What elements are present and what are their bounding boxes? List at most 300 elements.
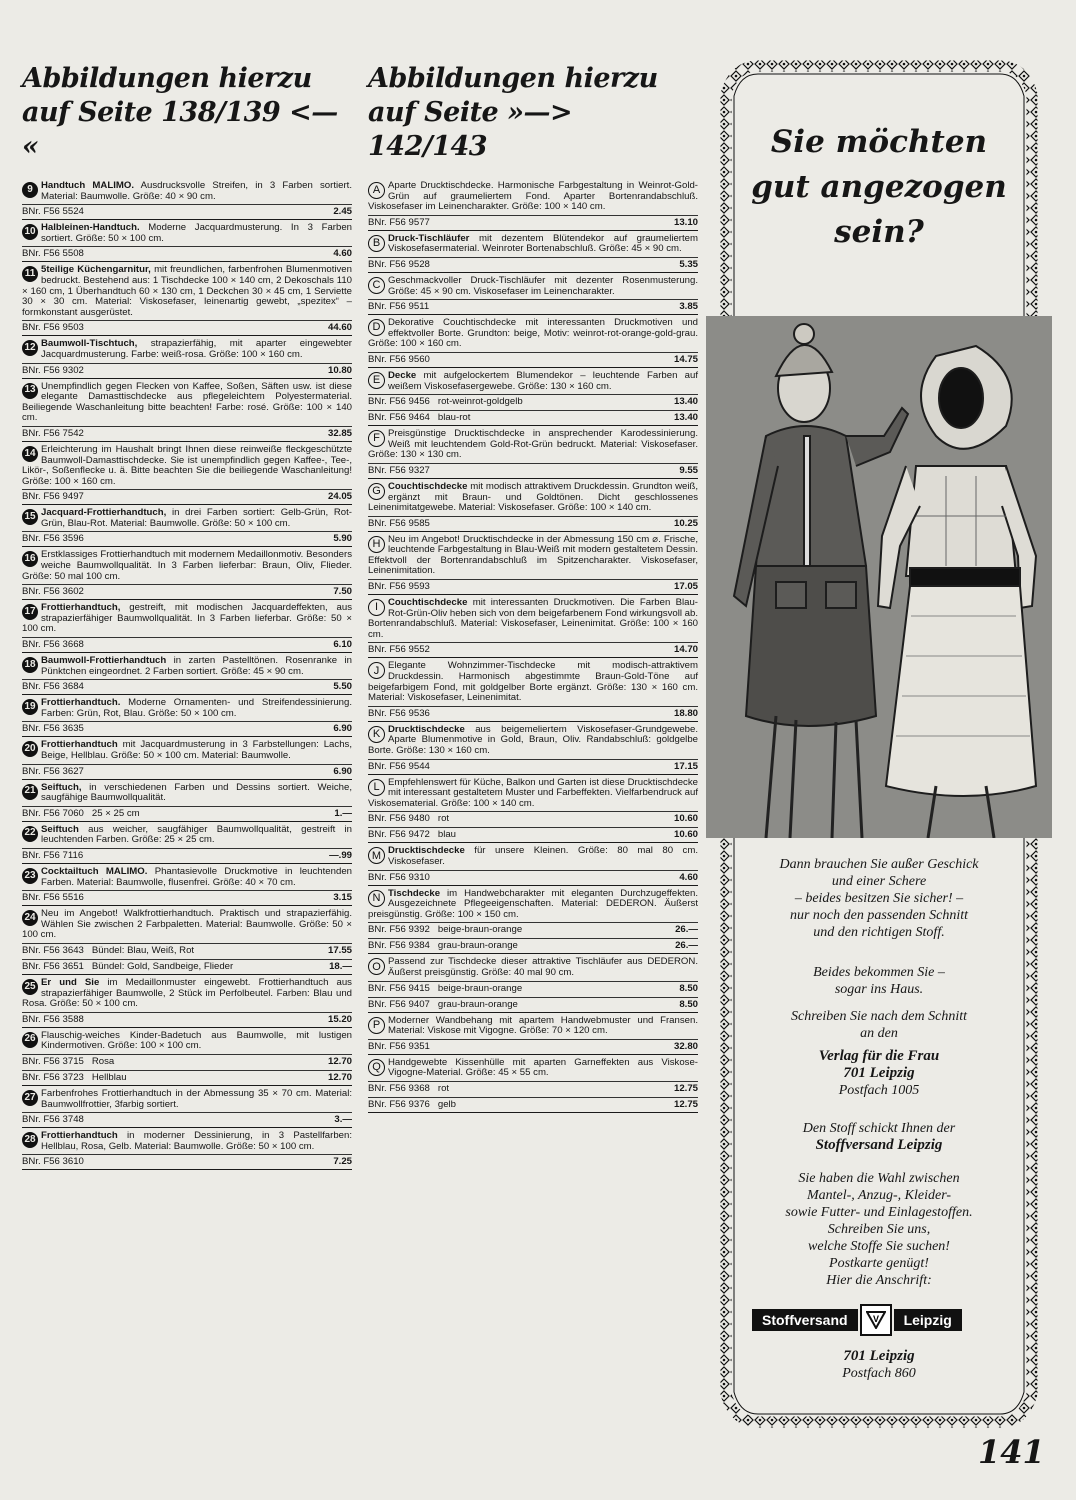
order-number-row (368, 997, 698, 1011)
order-number-row (22, 1054, 352, 1068)
order-number: BNr. F56 5508 (22, 248, 84, 260)
ad-line: Beides bekommen Sie – (813, 965, 945, 980)
item-description (368, 426, 698, 461)
item-marker: 21 (22, 784, 38, 800)
ad-line: sowie Futter- und Einlagestoffen. (785, 1205, 973, 1220)
price: 24.05 (327, 491, 352, 503)
item-text: aus beigemeliertem Viskosefaser-Grundgewebe. Aparte Blumenmotive in Gold, Braun, Oliv. Randabschluß: goldgelbe Borte. Größe: 130 × 160 cm. (368, 723, 698, 756)
price: 10.80 (327, 364, 352, 376)
item-title: Baumwoll-Frottierhandtuch (41, 655, 167, 667)
item-list (22, 178, 352, 1170)
order-number: BNr. F56 9585 (368, 517, 430, 529)
ad-line: Postfach 860 (842, 1366, 916, 1381)
variant: Bündel: Blau, Weiß, Rot (91, 944, 195, 956)
price: 2.45 (333, 206, 352, 218)
item-title: Frottierhandtuch, (41, 602, 121, 614)
item-text: gestreift, mit modischen Jacquardeffekten, aus strapazierfähiger Baumwollqualität. In 3 Farben lieferbar. Größe: 50 × 100 cm. (22, 602, 352, 635)
item-list (368, 178, 698, 1113)
item-marker: 14 (22, 446, 38, 462)
ad-line (734, 1065, 1024, 1082)
order-number-row (22, 246, 352, 260)
item-marker: H (368, 536, 385, 553)
item-title: Er und Sie (41, 976, 100, 988)
order-number-row (368, 981, 698, 995)
price: 17.55 (327, 944, 352, 956)
item-text: Phantasievolle Druckmotive in leuchtenden Farben. Material: Baumwolle, flusenfrei. Größe: 40 × 70 cm. (41, 865, 352, 888)
order-number-row (368, 394, 698, 408)
price: 5.90 (333, 533, 352, 545)
item-marker: J (368, 662, 385, 679)
item-title: Decke (388, 369, 417, 381)
item-description (22, 1028, 352, 1052)
item-title: Tischdecke (388, 887, 441, 899)
price: 32.80 (673, 1040, 698, 1052)
order-number-row (368, 759, 698, 773)
order-number: BNr. F56 3651 (22, 960, 84, 972)
item-text: aus weicher, saugfähiger Baumwollqualität, gestreift in leuchtenden Farben. Größe: 25 × 25 cm. (41, 823, 352, 846)
order-number-row (368, 706, 698, 720)
item-text: Moderne Jacquardmusterung. In 3 Farben sortiert. Größe: 50 × 100 cm. (41, 222, 352, 244)
item-marker: Q (368, 1059, 385, 1076)
item-marker: C (368, 277, 385, 294)
item-description (368, 722, 698, 757)
catalog-item (368, 1013, 698, 1055)
catalog-item (22, 1086, 352, 1128)
order-number: BNr. F56 3635 (22, 723, 84, 735)
item-marker: K (368, 726, 385, 743)
price: 6.90 (333, 723, 352, 735)
order-number: BNr. F56 9384 (368, 940, 430, 952)
order-number: BNr. F56 7116 (22, 849, 84, 861)
variant (84, 638, 333, 651)
price: 44.60 (327, 322, 352, 334)
item-marker: 10 (22, 224, 38, 240)
variant (430, 216, 674, 229)
variant (430, 1040, 674, 1053)
variant (430, 464, 679, 477)
catalog-item (22, 822, 352, 864)
order-number-row (22, 320, 352, 334)
item-description (368, 843, 698, 867)
item-text: Moderner Wandbehang mit apartem Handwebmuster und Fransen. Material: Viskose mit Vigogne. Größe: 70 × 120 cm. (388, 1014, 698, 1037)
item-title: Frottierhandtuch. (41, 697, 121, 709)
price: 1.— (334, 807, 352, 819)
item-description (22, 737, 352, 761)
catalog-item (368, 315, 698, 368)
variant: Bündel: Gold, Sandbeige, Flieder (91, 960, 234, 972)
item-marker: 24 (22, 910, 38, 926)
order-number: BNr. F56 9503 (22, 322, 84, 334)
catalog-item (22, 262, 352, 336)
order-number-row (22, 363, 352, 377)
ad-final-address (734, 1348, 1024, 1382)
order-number-row (22, 943, 352, 957)
item-text: Empfehlenswert für Küche, Balkon und Garten ist diese Drucktischdecke mit interessant gestaltetem Muster und Farbeffekten. Vielfarbendruck auf Viskosematerial. Größe: 100 × 140 cm. (368, 776, 698, 809)
item-description (22, 336, 352, 360)
item-marker: 22 (22, 826, 38, 842)
price: 12.70 (327, 1071, 352, 1083)
variant (84, 722, 333, 735)
order-number-row (22, 1070, 352, 1084)
item-marker: M (368, 847, 385, 864)
ad-line (734, 1048, 1024, 1065)
ad-line: welche Stoffe Sie suchen! (808, 1239, 950, 1254)
ad-headline-line: sein? (834, 214, 924, 250)
item-description (22, 442, 352, 487)
order-number: BNr. F56 3643 (22, 944, 84, 956)
order-number: BNr. F56 3748 (22, 1114, 84, 1126)
item-text: in zarten Pastelltönen. Rosenranke in Pünktchen eingeordnet. 2 Farben sortiert. Größe: 45 × 90 cm. (41, 655, 352, 677)
item-marker: 28 (22, 1132, 38, 1148)
variant (84, 585, 333, 598)
item-description (368, 231, 698, 255)
item-marker: G (368, 483, 385, 500)
price: 4.60 (679, 871, 698, 883)
item-title: Frottierhandtuch (41, 1130, 118, 1142)
item-marker: L (368, 779, 385, 796)
catalog-item (22, 975, 352, 1028)
variant (430, 871, 679, 884)
item-marker: 12 (22, 340, 38, 356)
v-emblem-icon (866, 1311, 886, 1329)
item-marker: 26 (22, 1032, 38, 1048)
ad-line: – beides besitzen Sie sicher! – (794, 891, 964, 906)
variant: 25 × 25 cm (91, 807, 140, 819)
catalog-item (368, 479, 698, 532)
item-title: Drucktischdecke (388, 723, 465, 735)
item-description (368, 775, 698, 810)
order-number: BNr. F56 9351 (368, 1040, 430, 1052)
price: 13.40 (673, 396, 698, 408)
ad-paragraph-4 (734, 1120, 1024, 1154)
item-text: mit Jacquardmusterung in 3 Farbstellungen: Lachs, Beige, Hellblau. Größe: 50 × 100 cm. Material: Baumwolle. (41, 739, 352, 761)
catalog-item (22, 1128, 352, 1170)
item-text: Ausdrucksvolle Streifen, in 3 Farben sortiert. Material: Baumwolle. Größe: 40 × 90 cm. (41, 180, 352, 202)
item-description (368, 595, 698, 640)
item-description (368, 273, 698, 297)
price: 17.05 (673, 581, 698, 593)
variant (83, 849, 329, 862)
column-heading (22, 62, 352, 164)
item-marker: A (368, 182, 385, 199)
column-heading (368, 62, 698, 164)
catalog-item (368, 886, 698, 955)
order-number: BNr. F56 9368 (368, 1082, 430, 1094)
item-description (368, 532, 698, 577)
order-number: BNr. F56 7060 (22, 807, 84, 819)
catalog-item (22, 1028, 352, 1086)
catalog-item (368, 775, 698, 844)
order-number-row (368, 410, 698, 424)
item-title: Halbleinen-Handtuch. (41, 222, 140, 234)
price: 9.55 (679, 464, 698, 476)
item-text: Moderne Ornamenten- und Streifendessinierung. Farben: Grün, Rot, Blau. Größe: 50 × 100 cm. (41, 697, 352, 719)
item-text: mit modisch attraktivem Druckdessin. Grundton weiß, ergänzt mit Braun- und Goldtönen. Dicht geschlossenes Leinenimitatgewebe. Material: Viskosefaser. Größe: 100 × 140 cm. (368, 480, 698, 514)
item-text: mit interessanten Druckmotiven. Die Farben Blau-Rot-Grün-Oliv heben sich von dem beigefarbenem Fond wirkungsvoll ab. Bortenrandabschluß. Material: Viskosefaser, Leinenimitat. Größe: 100 × 160 cm. (368, 597, 698, 640)
order-number-row (368, 811, 698, 825)
ad-line: Hier die Anschrift: (826, 1273, 932, 1288)
order-number: BNr. F56 9511 (368, 301, 430, 313)
order-number-row (22, 637, 352, 651)
catalog-item (22, 906, 352, 975)
item-title: Couchtischdecke (388, 597, 468, 609)
item-marker: 27 (22, 1090, 38, 1106)
variant (429, 300, 679, 313)
item-description (22, 379, 352, 424)
item-description (368, 658, 698, 703)
catalog-item (368, 532, 698, 595)
item-marker: O (368, 958, 385, 975)
item-marker: 13 (22, 383, 38, 399)
order-number: BNr. F56 9536 (368, 707, 430, 719)
ad-line: sogar ins Haus. (834, 982, 924, 997)
catalog-item (22, 442, 352, 505)
variant (84, 680, 333, 693)
ad-paragraph-3 (734, 1008, 1024, 1042)
order-number: BNr. F56 9593 (368, 581, 430, 593)
ad-emph: 701 Leipzig (843, 1065, 915, 1081)
price: 10.60 (673, 813, 698, 825)
catalog-item (22, 336, 352, 378)
order-number-row (22, 1012, 352, 1026)
variant (84, 1013, 328, 1026)
ad-headline (734, 120, 1024, 255)
catalog-item (368, 595, 698, 658)
item-description (368, 1013, 698, 1037)
catalog-column-middle (368, 62, 698, 1113)
order-number-row (22, 426, 352, 440)
catalog-item (368, 178, 698, 231)
stoffversand-logo (752, 1306, 1006, 1334)
ad-line: Den Stoff schickt Ihnen der (802, 1121, 956, 1136)
item-text: für unsere Kleinen. Größe: 80 mal 80 cm. Viskosefaser. (388, 845, 698, 867)
catalog-item (368, 658, 698, 721)
variant (430, 353, 674, 366)
order-number-row (368, 827, 698, 841)
order-number: BNr. F56 3588 (22, 1013, 84, 1025)
price: 15.20 (327, 1013, 352, 1025)
order-number: BNr. F56 3596 (22, 533, 84, 545)
item-marker: I (368, 599, 385, 616)
order-number: BNr. F56 9552 (368, 644, 430, 656)
variant (430, 517, 674, 530)
price: 13.10 (673, 216, 698, 228)
ad-paragraph-5 (734, 1170, 1024, 1289)
item-text: strapazierfähig, mit aparter eingewebter Jacquardmusterung. Farbe: weiß-rosa. Größe: 100 × 160 cm. (41, 338, 352, 360)
variant (84, 1155, 333, 1168)
item-text: in moderner Dessinierung, in 3 Pastellfarben: Hellblau, Rosa, Gelb. Material: Baumwolle. Größe: 50 × 100 cm. (41, 1130, 352, 1152)
item-marker: 25 (22, 979, 38, 995)
variant: rot (437, 1082, 450, 1094)
order-number-row (368, 870, 698, 884)
price: —.99 (329, 849, 352, 861)
price: 26.— (675, 924, 698, 936)
order-number: BNr. F56 5524 (22, 206, 84, 218)
price: 3.85 (679, 301, 698, 313)
item-description (22, 178, 352, 202)
variant (430, 707, 674, 720)
item-description (22, 864, 352, 888)
item-text: im Handwebcharakter mit eleganten Durchzugeffekten. Ausgezeichnete Pflegeeigenschaften. Material: DEDERON. Äußerst preisgünstig. Größe: 100 × 150 cm. (368, 887, 698, 920)
item-description (368, 886, 698, 921)
catalog-item (368, 722, 698, 775)
item-text: im Medaillonmuster eingewebt. Frottierhandtuch aus strapazierfähiger Baumwolle, 2 Stück im Perfolbeutel. Farben: Blau und Rosa. Größe: 50 × 100 cm. (22, 976, 352, 1010)
order-number: BNr. F56 9464 (368, 412, 430, 424)
item-description (368, 178, 698, 213)
item-marker: 18 (22, 657, 38, 673)
price: 18.80 (673, 707, 698, 719)
item-title: Baumwoll-Tischtuch, (41, 338, 138, 350)
variant (84, 321, 328, 334)
item-text: mit dezentem Blütendekor auf graumeliertem Viskosefasermaterial. Weinroter Bortenabschluß. Größe: 45 × 90 cm. (388, 232, 698, 255)
variant: gelb (437, 1098, 457, 1110)
ad-verlag-address (734, 1048, 1024, 1099)
page-number: 141 (978, 1433, 1045, 1471)
item-text: Flauschig-weiches Kinder-Badetuch aus Baumwolle, mit lustigen Kindermotiven. Größe: 100 × 100 cm. (41, 1029, 352, 1052)
item-title: Jacquard-Frottierhandtuch, (41, 507, 167, 519)
ad-line: Mantel-, Anzug-, Kleider- (806, 1188, 952, 1203)
item-text: in verschiedenen Farben und Dessins sortiert. Weiche, saugfähige Baumwollqualität. (41, 781, 352, 804)
price: 8.50 (679, 982, 698, 994)
item-title: Seiftuch (41, 823, 79, 835)
variant: beige-braun-orange (437, 982, 523, 994)
variant: grau-braun-orange (437, 940, 518, 952)
variant (84, 891, 333, 904)
price: 17.15 (673, 760, 698, 772)
item-description (368, 954, 698, 978)
item-description (368, 315, 698, 350)
ad-line: Dann brauchen Sie außer Geschick (779, 857, 979, 872)
variant: Hellblau (91, 1071, 127, 1083)
order-number: BNr. F56 9577 (368, 216, 430, 228)
price: 6.10 (333, 639, 352, 651)
price: 12.75 (673, 1082, 698, 1094)
item-description (22, 547, 352, 582)
item-marker: D (368, 319, 385, 336)
variant (84, 490, 328, 503)
item-text: Neu im Angebot! Walkfrottierhandtuch. Praktisch und strapazierfähig. Wählen Sie zwischen 2 Farbpaletten. Material: Baumwolle. Größe: 50 × 100 cm. (22, 908, 352, 941)
variant (84, 532, 333, 545)
price: 14.70 (673, 644, 698, 656)
order-number-row (22, 721, 352, 735)
item-marker: 9 (22, 182, 38, 198)
price: 8.50 (679, 998, 698, 1010)
order-number-row (22, 584, 352, 598)
price: 26.— (675, 940, 698, 952)
item-title: Couchtischdecke (388, 480, 468, 492)
price: 7.50 (333, 586, 352, 598)
price: 32.85 (327, 427, 352, 439)
item-marker: 23 (22, 868, 38, 884)
order-number: BNr. F56 9327 (368, 464, 430, 476)
logo-left-text: Stoffversand (752, 1309, 858, 1331)
catalog-item (368, 273, 698, 315)
item-description (22, 262, 352, 318)
ad-paragraph-2 (734, 964, 1024, 998)
order-number-row (22, 848, 352, 862)
order-number: BNr. F56 3723 (22, 1071, 84, 1083)
ad-line: Sie haben die Wahl zwischen (798, 1171, 960, 1186)
price: 18.— (329, 960, 352, 972)
ad-line: Postfach 1005 (838, 1083, 920, 1098)
item-description (22, 505, 352, 529)
catalog-item (368, 954, 698, 1012)
order-number: BNr. F56 9544 (368, 760, 430, 772)
ad-headline-line: Sie möchten (770, 124, 988, 160)
item-description (22, 653, 352, 677)
variant: rot (437, 813, 450, 825)
order-number: BNr. F56 9560 (368, 353, 430, 365)
price: 4.60 (333, 248, 352, 260)
item-description (22, 695, 352, 719)
item-text: Aparte Drucktischdecke. Harmonische Farbgestaltung in Weinrot-Gold-Grün auf graumeliertem Fond. Aparter Bortenrandabschluß. Viskosefaser im Leinencharakter. Größe: 100 × 140 cm. (368, 180, 698, 213)
item-description (22, 1128, 352, 1152)
item-description (22, 600, 352, 635)
order-number-row (368, 1081, 698, 1095)
variant (84, 364, 328, 377)
variant (430, 258, 679, 271)
variant (84, 765, 333, 778)
ad-paragraph-1 (734, 856, 1024, 941)
price: 14.75 (673, 353, 698, 365)
ad-line: Schreiben Sie uns, (827, 1222, 931, 1237)
variant (84, 1113, 335, 1126)
item-title: 5teilige Küchengarnitur, (41, 264, 151, 276)
order-number-row (368, 215, 698, 229)
item-text: Neu im Angebot! Drucktischdecke in der Abmessung 150 cm ⌀. Frische, leuchtende Farbgestaltung in Blau-Weiß mit modern gestaltetem Dessin. Effektvoll der Bortenrandabschluß im Spitzencharakter. Viskosefaser, Leinenimitation. (368, 533, 698, 577)
ad-line: und den richtigen Stoff. (813, 925, 945, 940)
item-description (22, 975, 352, 1010)
order-number: BNr. F56 9392 (368, 924, 430, 936)
order-number-row (368, 463, 698, 477)
ad-emph: Stoffversand Leipzig (815, 1137, 943, 1153)
order-number: BNr. F56 3602 (22, 586, 84, 598)
variant: grau-braun-orange (437, 998, 518, 1010)
item-title: Cocktailtuch MALIMO. (41, 865, 148, 877)
item-description (368, 1055, 698, 1079)
price: 7.25 (333, 1156, 352, 1168)
variant: blau (437, 829, 457, 841)
order-number-row (368, 299, 698, 313)
order-number-row (22, 679, 352, 693)
ad-line: Schreiben Sie nach dem Schnitt (791, 1009, 967, 1024)
order-number: BNr. F56 3684 (22, 681, 84, 693)
item-text: Erleichterung im Haushalt bringt Ihnen diese reinweiße fleckgeschützte Baumwoll-Damasttischdecke. Sie ist unempfindlich gegen Kaffee-, Tee-, Likör-, Soßenflecke u. ä. Bitte beachten Sie die beiliegende Waschanleitung! Größe: 100 × 160 cm. (22, 443, 352, 487)
item-title: Drucktischdecke (388, 845, 465, 857)
variant (84, 205, 333, 218)
price: 12.75 (673, 1098, 698, 1110)
item-text: Farbenfrohes Frottierhandtuch in der Abmessung 35 × 70 cm. Material: Baumwollfrottier, 3farbig sortiert. (41, 1087, 352, 1110)
item-text: mit freundlichen, farbenfrohen Blumenmotiven bedruckt. Bestehend aus: 1 Tischdecke 100 × 140 cm, 2 Dekoschals 110 × 160 cm, 1 Überhandtuch 60 × 130 cm, 1 Deckchen 30 × 45 cm, 1 Serviette 30 × 30 cm. Material: Viskosefaser, leinenartig gewebt, „spezitex“ – formkonstant ausgerüstet. (22, 264, 352, 318)
catalog-item (22, 547, 352, 600)
variant (430, 580, 674, 593)
item-marker: F (368, 430, 385, 447)
fashion-illustration (706, 316, 1052, 838)
ad-line: und einer Schere (831, 874, 927, 889)
variant (84, 247, 333, 260)
item-marker: 17 (22, 604, 38, 620)
catalog-item (22, 220, 352, 262)
catalog-item (22, 600, 352, 653)
order-number-row (368, 922, 698, 936)
price: 12.70 (327, 1055, 352, 1067)
order-number: BNr. F56 9376 (368, 1098, 430, 1110)
order-number-row (22, 1154, 352, 1168)
catalog-item (368, 1055, 698, 1113)
ad-line (734, 1137, 1024, 1154)
item-title: Handtuch MALIMO. (41, 180, 134, 191)
order-number-row (22, 1112, 352, 1126)
